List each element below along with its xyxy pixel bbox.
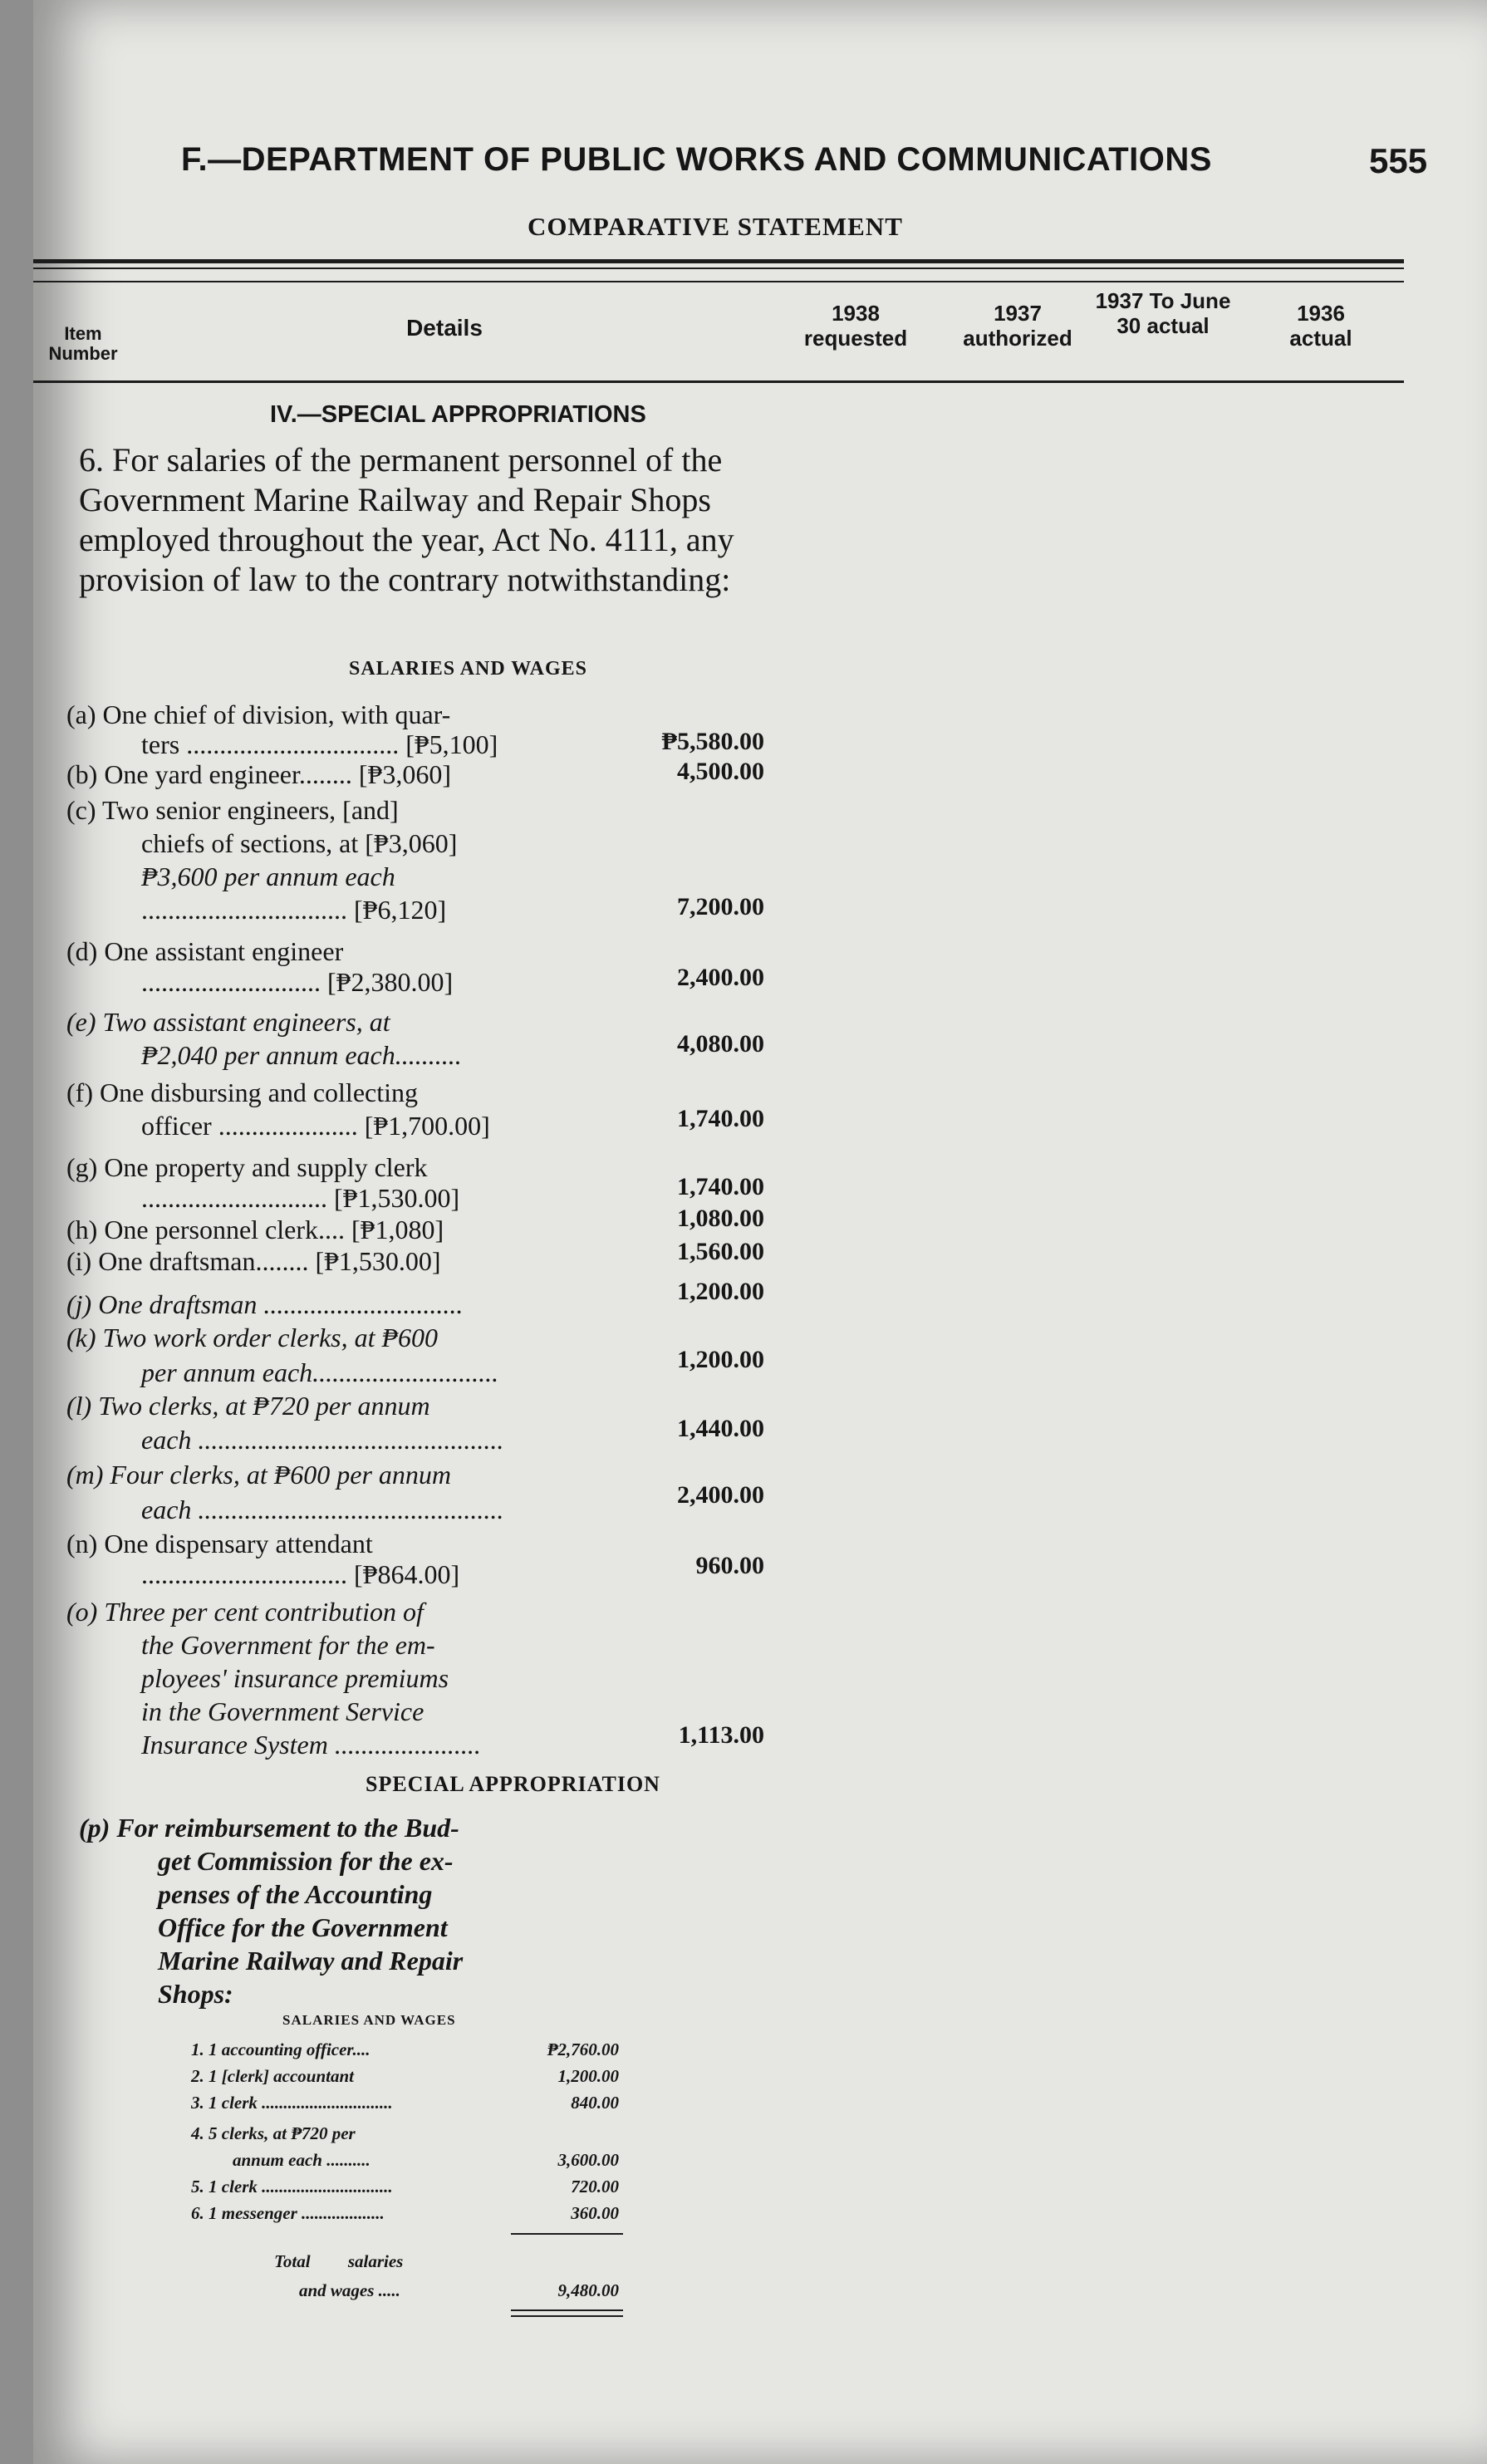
sub-item-1: 1. 1 accounting officer.... <box>191 2039 371 2059</box>
item-g-amount: 1,740.00 <box>677 1173 764 1200</box>
item-o-line2: the Government for the em- <box>141 1630 435 1660</box>
col-item-number: Item Number <box>48 323 118 364</box>
item-c-line2: chiefs of sections, at [₱3,060] <box>141 828 458 858</box>
item-o-line4: in the Government Service <box>141 1696 425 1726</box>
item-f-amount: 1,740.00 <box>677 1105 764 1132</box>
sub-item-5-amount: 720.00 <box>571 2177 619 2196</box>
item-o-line1: (o) Three per cent contribution of <box>66 1597 424 1627</box>
page-heading: F.—DEPARTMENT OF PUBLIC WORKS AND COMMUNICATIONS <box>181 141 1212 178</box>
item-d-line2: ........................... [₱2,380.00] <box>141 967 454 997</box>
item-c-line1: (c) Two senior engineers, [and] <box>66 795 399 825</box>
sub-item-4: 4. 5 clerks, at ₱720 per <box>191 2123 356 2143</box>
top-rule-thin <box>33 268 1404 269</box>
col-1936-actual: 1936 actual <box>1289 301 1352 351</box>
item-j-line1: (j) One draftsman .............................. <box>66 1289 464 1319</box>
item-l-line2: each .............................................. <box>141 1425 504 1455</box>
item-h-amount: 1,080.00 <box>677 1205 764 1232</box>
sub-item-3: 3. 1 clerk .............................. <box>191 2093 393 2113</box>
item-k-line1: (k) Two work order clerks, at ₱600 <box>66 1323 439 1352</box>
item-n-amount: 960.00 <box>695 1552 764 1579</box>
item-m-amount: 2,400.00 <box>677 1481 764 1509</box>
subtotal-rule <box>511 2233 623 2235</box>
sub-item-5: 5. 1 clerk .............................. <box>191 2177 393 2196</box>
sub-item-4-amount: 3,600.00 <box>557 2150 619 2170</box>
item-b-line1: (b) One yard engineer........ [₱3,060] <box>66 759 451 789</box>
item-l-line1: (l) Two clerks, at ₱720 per annum <box>66 1391 430 1421</box>
item-d-line1: (d) One assistant engineer <box>66 936 344 966</box>
item-i-amount: 1,560.00 <box>677 1238 764 1265</box>
item-h-line1: (h) One personnel clerk.... [₱1,080] <box>66 1215 444 1244</box>
statement-title: COMPARATIVE STATEMENT <box>528 212 903 241</box>
item-j-amount: 1,200.00 <box>677 1278 764 1305</box>
item-o-amount: 1,113.00 <box>678 1721 764 1749</box>
special-appropriation-heading: SPECIAL APPROPRIATION <box>366 1772 660 1796</box>
header-bottom-rule <box>33 380 1404 383</box>
item-l-amount: 1,440.00 <box>677 1415 764 1442</box>
item-k-line2: per annum each............................ <box>141 1357 499 1387</box>
item-c-line4: ............................... [₱6,120] <box>141 895 447 925</box>
sub-item-2-amount: 1,200.00 <box>557 2066 619 2086</box>
item-g-line1: (g) One property and supply clerk <box>66 1152 428 1182</box>
top-rule-thin-2 <box>33 281 1404 282</box>
item-e-line2: ₱2,040 per annum each.......... <box>141 1040 462 1070</box>
item-p-line4: Office for the Government <box>158 1912 448 1942</box>
col-details: Details <box>406 315 483 341</box>
item-a-line2: ters ................................ [₱5,100] <box>141 729 498 759</box>
item-o-line5: Insurance System ...................... <box>141 1730 481 1760</box>
item-m-line2: each .............................................. <box>141 1495 504 1524</box>
item-c-line3: ₱3,600 per annum each <box>141 861 395 891</box>
total-label-line2: and wages ..... <box>299 2280 400 2300</box>
total-label-line1: Total salaries <box>274 2251 404 2271</box>
item-p-line2: get Commission for the ex- <box>158 1846 454 1876</box>
item-p-line3: penses of the Accounting <box>158 1879 433 1909</box>
total-rule-2 <box>511 2315 623 2317</box>
item-n-line2: ............................... [₱864.00] <box>141 1559 460 1589</box>
item-c-amount: 7,200.00 <box>677 893 764 920</box>
item-b-amount: 4,500.00 <box>677 758 764 785</box>
item-a-line1: (a) One chief of division, with quar- <box>66 699 451 729</box>
item-i-line1: (i) One draftsman........ [₱1,530.00] <box>66 1246 441 1276</box>
item-d-amount: 2,400.00 <box>677 964 764 991</box>
sub-item-1-amount: ₱2,760.00 <box>547 2039 619 2059</box>
sub-item-6: 6. 1 messenger ................... <box>191 2203 385 2223</box>
total-rule-1 <box>511 2309 623 2311</box>
sub-item-6-amount: 360.00 <box>571 2203 619 2223</box>
item-e-amount: 4,080.00 <box>677 1030 764 1058</box>
item-g-line2: ............................ [₱1,530.00] <box>141 1183 460 1213</box>
document-page <box>33 0 1487 2464</box>
item-e-line1: (e) Two assistant engineers, at <box>66 1007 390 1037</box>
item-p-line6: Shops: <box>158 1979 233 2009</box>
item-k-amount: 1,200.00 <box>677 1346 764 1373</box>
item-f-line2: officer ..................... [₱1,700.00] <box>141 1111 490 1141</box>
col-1937-authorized: 1937 authorized <box>963 301 1072 351</box>
col-1937-june30-actual: 1937 To June 30 actual <box>1095 288 1231 338</box>
sub-item-2: 2. 1 [clerk] accountant <box>191 2066 354 2086</box>
top-rule-thick <box>33 259 1404 263</box>
section-heading: IV.—SPECIAL APPROPRIATIONS <box>270 401 646 428</box>
item-f-line1: (f) One disbursing and collecting <box>66 1077 418 1107</box>
item-n-line1: (n) One dispensary attendant <box>66 1529 373 1558</box>
salaries-heading: SALARIES AND WAGES <box>349 658 587 680</box>
intro-paragraph: 6. For salaries of the permanent personnel of the Government Marine Railway and Repair Shops employed throughout the year, Act No. 4111, any provision of law to the contrary notwithstanding: <box>79 441 734 598</box>
item-m-line1: (m) Four clerks, at ₱600 per annum <box>66 1460 452 1490</box>
page-number: 555 <box>1369 141 1428 180</box>
total-amount: 9,480.00 <box>557 2280 619 2300</box>
sub-item-4-line2: annum each .......... <box>233 2150 371 2170</box>
col-1938-requested: 1938 requested <box>803 301 908 351</box>
sub-item-3-amount: 840.00 <box>571 2093 619 2113</box>
item-p-line1: (p) For reimbursement to the Bud- <box>79 1813 459 1843</box>
item-a-amount: ₱5,580.00 <box>661 728 764 755</box>
sub-salaries-heading: SALARIES AND WAGES <box>282 2012 456 2028</box>
item-p-line5: Marine Railway and Repair <box>158 1946 464 1976</box>
item-o-line3: ployees' insurance premiums <box>141 1663 449 1693</box>
